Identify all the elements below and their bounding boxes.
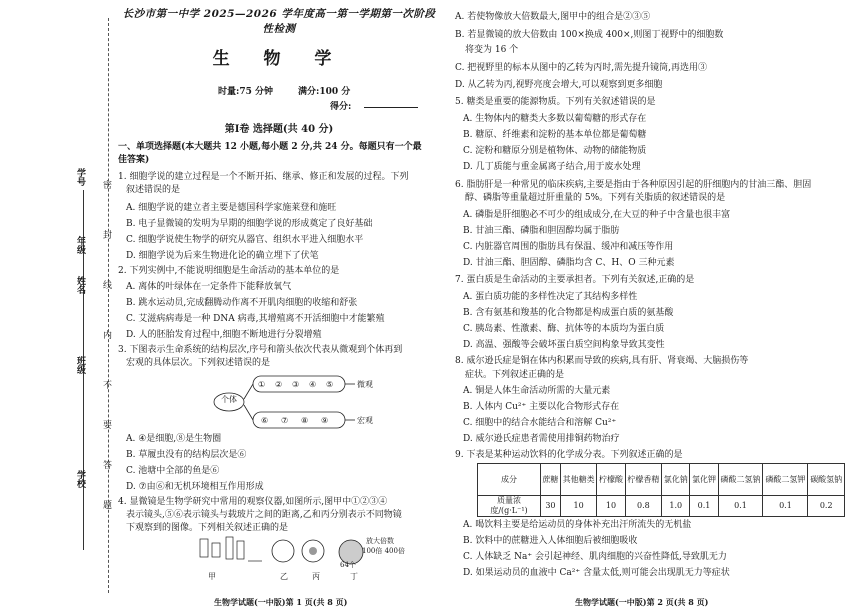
q3-option-d: D. ⑦由⑥和无机环境相互作用形成 bbox=[126, 482, 264, 492]
q2-option-c: C. 艾滋病病毒是一种 DNA 病毒,其增殖离不开活细胞中才能繁殖 bbox=[126, 314, 385, 324]
binding-margin bbox=[0, 0, 118, 612]
binding-mark: 封 bbox=[101, 230, 111, 239]
table-cell: 0.2 bbox=[808, 496, 845, 517]
school-title: 长沙市第一中学 2025—2026 学年度高一第一学期第一次阶段性检测 bbox=[122, 8, 436, 35]
table-cell: 0.8 bbox=[625, 496, 662, 517]
page-footer: 生物学试题(一中版)第 1 页(共 8 页) bbox=[214, 597, 348, 607]
diagram-node: ③ bbox=[292, 380, 300, 389]
q7-option-b: B. 含有氨基和羧基的化合物都是构成蛋白质的氨基酸 bbox=[463, 308, 674, 318]
diagram-node: ⑦ bbox=[281, 416, 289, 425]
binding-mark: 密 bbox=[101, 180, 111, 189]
diagram-micro-label: 微观 bbox=[357, 380, 373, 389]
q5-option-c: C. 淀粉和糖原分别是植物体、动物的储能物质 bbox=[463, 146, 647, 156]
q1-option-d: D. 细胞学说为后来生物进化论的确立埋下了伏笔 bbox=[126, 251, 319, 261]
q4-option-d: D. 从乙转为丙,视野亮度会增大,可以观察到更多细胞 bbox=[455, 80, 663, 90]
table-header-cell: 磷酸二氢钾 bbox=[763, 464, 808, 496]
subject-title: 生 物 学 bbox=[212, 49, 346, 69]
q1-option-b: B. 电子显微镜的发明为早期的细胞学说的形成奠定了良好基础 bbox=[126, 219, 373, 229]
q8-option-a: A. 铜是人体生命活动所需的大量元素 bbox=[463, 386, 611, 396]
q5-option-b: B. 糖原、纤维素和淀粉的基本单位都是葡萄糖 bbox=[463, 130, 647, 140]
q2-option-b: B. 跳水运动员,完成翻腾动作离不开肌肉细胞的收缩和舒张 bbox=[126, 298, 358, 308]
q9-stem: 9. 下表是某种运动饮料的化学成分表。下列叙述正确的是 bbox=[455, 450, 683, 460]
page-footer: 生物学试题(一中版)第 2 页(共 8 页) bbox=[575, 597, 709, 607]
q2-stem: 2. 下列实例中,不能说明细胞是生命活动的基本单位的是 bbox=[118, 266, 340, 276]
table-header-cell: 蔗糖 bbox=[541, 464, 561, 496]
q1-stem: 叙述错误的是 bbox=[126, 185, 181, 195]
q8-stem: 8. 威尔逊氏症是铜在体内积累而导致的疾病,具有肝、肾衰竭、大脑损伤等 bbox=[455, 356, 749, 366]
exam-time: 时量:75 分钟 bbox=[218, 87, 273, 97]
binding-mark: 答 bbox=[101, 460, 111, 469]
diagram-node: ② bbox=[275, 380, 283, 389]
table-cell: 10 bbox=[560, 496, 597, 517]
lens-objective-icon bbox=[226, 537, 233, 559]
binding-label-school: 学校 bbox=[75, 470, 85, 488]
q8-option-d: D. 威尔逊氏症患者需使用排铜药物治疗 bbox=[463, 434, 620, 444]
diagram-node: ④ bbox=[309, 380, 317, 389]
diagram-arrow bbox=[244, 384, 253, 399]
table-header-cell: 柠檬香精 bbox=[625, 464, 662, 496]
q3-option-c: C. 池塘中全部的鱼是⑥ bbox=[126, 466, 220, 476]
binding-label-grade: 年级 bbox=[75, 236, 85, 254]
cell-icon bbox=[309, 547, 317, 555]
table-cell: 1.0 bbox=[662, 496, 690, 517]
score-label: 得分: bbox=[330, 102, 352, 112]
table-row-label: 质量浓度/(g·L⁻¹) bbox=[478, 496, 541, 517]
table-header-cell: 柠檬酸 bbox=[597, 464, 625, 496]
diagram-node: ⑨ bbox=[321, 416, 329, 425]
table-header-cell: 其他糖类 bbox=[560, 464, 597, 496]
q4-option-c: C. 把视野里的标本从图中的乙转为丙时,需先提升镜筒,再选用③ bbox=[455, 63, 708, 73]
q4-stem: 4. 显微镜是生物学研究中常用的观察仪器,如图所示,图甲中①②③④ bbox=[118, 497, 388, 507]
table-cell: 10 bbox=[597, 496, 625, 517]
diagram-macro-label: 宏观 bbox=[357, 416, 373, 425]
binding-mark: 要 bbox=[101, 420, 111, 429]
diagram-node: ⑥ bbox=[261, 416, 269, 425]
q6-option-d: D. 甘油三酯、胆固醇、磷脂均含 C、H、O 三种元素 bbox=[463, 258, 675, 268]
table-cell: 0.1 bbox=[690, 496, 718, 517]
score-blank bbox=[364, 107, 418, 108]
table-cell: 0.1 bbox=[763, 496, 808, 517]
q6-stem: 6. 脂肪肝是一种常见的临床疾病,主要是指由于各种原因引起的肝细胞内的甘油三酯、胆固 bbox=[455, 180, 812, 190]
table-header-row bbox=[478, 464, 845, 496]
binding-mark: 不 bbox=[101, 380, 111, 389]
lens-eyepiece-icon bbox=[200, 539, 208, 557]
binding-label-class: 班级 bbox=[75, 356, 85, 374]
section-title: 第Ⅰ卷 选择题(共 40 分) bbox=[224, 124, 334, 135]
binding-mark: 线 bbox=[101, 280, 111, 289]
q4-option-a: A. 若使物像放大倍数最大,图甲中的组合是②③⑤ bbox=[455, 12, 651, 22]
fig-label: 甲 bbox=[208, 572, 216, 581]
q8-option-c: C. 细胞中的结合水能结合和溶解 Cu²⁺ bbox=[463, 418, 617, 428]
q6-option-a: A. 磷脂是肝细胞必不可少的组成成分,在大豆的种子中含量也很丰富 bbox=[463, 210, 731, 220]
q4-stem: 下观察到的图像。下列相关叙述正确的是 bbox=[126, 523, 289, 533]
binding-label-name: 姓名 bbox=[75, 276, 85, 294]
q1-option-c: C. 细胞学说使生物学的研究从器官、组织水平进入细胞水平 bbox=[126, 235, 364, 245]
q8-option-b: B. 人体内 Cu²⁺ 主要以化合物形式存在 bbox=[463, 402, 620, 412]
instruction-line: 一、单项选择题(本大题共 12 小题,每小题 2 分,共 24 分。每题只有一个最 bbox=[118, 142, 422, 152]
q7-option-c: C. 胰岛素、性激素、酶、抗体等的本质均为蛋白质 bbox=[463, 324, 665, 334]
view-circle-icon bbox=[272, 540, 294, 562]
cell-count: 64个 bbox=[340, 561, 356, 569]
binding-mark: 内 bbox=[101, 330, 111, 339]
table-header-cell: 碳酸氢钠 bbox=[808, 464, 845, 496]
diagram-node: ⑧ bbox=[301, 416, 309, 425]
fig-label: 丁 bbox=[350, 572, 358, 581]
q9-option-c: C. 人体缺乏 Na⁺ 会引起神经、肌肉细胞的兴奋性降低,导致肌无力 bbox=[463, 552, 727, 562]
diagram-node: ⑤ bbox=[326, 380, 334, 389]
table-cell: 30 bbox=[541, 496, 561, 517]
q1-option-a: A. 细胞学说的建立者主要是德国科学家施莱登和施旺 bbox=[126, 203, 337, 213]
q5-option-a: A. 生物体内的糖类大多数以葡萄糖的形式存在 bbox=[463, 114, 647, 124]
q9-option-b: B. 饮料中的蔗糖进入人体细胞后被细胞吸收 bbox=[463, 536, 638, 546]
binding-label-student-id: 学号 bbox=[75, 168, 85, 186]
q4-stem: 表示镜头,⑤⑥表示镜头与载玻片之间的距离,乙和丙分别表示不同物镜 bbox=[126, 510, 402, 520]
lens-eyepiece-icon bbox=[212, 543, 220, 557]
q2-option-d: D. 人的胚胎发育过程中,细胞不断地进行分裂增殖 bbox=[126, 330, 322, 340]
mag-label: 放大倍数 bbox=[366, 537, 394, 545]
q2-option-a: A. 离体的叶绿体在一定条件下能释放氧气 bbox=[126, 282, 292, 292]
q5-stem: 5. 糖类是重要的能源物质。下列有关叙述错误的是 bbox=[455, 97, 656, 107]
binding-mark: 题 bbox=[101, 500, 111, 509]
diagram-node: ① bbox=[258, 380, 266, 389]
q6-stem: 醇、磷脂等重量超过肝重量的 5%。下列有关脂质的叙述错误的是 bbox=[465, 193, 726, 203]
exam-total: 满分:100 分 bbox=[298, 87, 351, 97]
diagram-individual-label: 个体 bbox=[221, 395, 237, 404]
table-header-cell: 磷酸二氢钠 bbox=[718, 464, 763, 496]
table-row bbox=[478, 496, 845, 517]
q6-option-b: B. 甘油三酯、磷脂和胆固醇均属于脂肪 bbox=[463, 226, 620, 236]
q1-stem: 1. 细胞学说的建立过程是一个不断开拓、继承、修正和发展的过程。下列 bbox=[118, 172, 409, 182]
q7-option-d: D. 高温、强酸等会破坏蛋白质空间构象导致其变性 bbox=[463, 340, 665, 350]
q9-composition-table bbox=[477, 463, 845, 517]
q8-stem: 症状。下列叙述正确的是 bbox=[465, 370, 565, 380]
q7-stem: 7. 蛋白质是生命活动的主要承担者。下列有关叙述,正确的是 bbox=[455, 275, 695, 285]
q3-stem: 3. 下图表示生命系统的结构层次,序号和箭头依次代表从微观到个体再到 bbox=[118, 345, 403, 355]
q5-option-d: D. 几丁质能与重金属离子结合,用于废水处理 bbox=[463, 162, 641, 172]
q9-option-d: D. 如果运动员的血液中 Ca²⁺ 含量太低,则可能会出现肌无力等症状 bbox=[463, 568, 730, 578]
diagram-arrow bbox=[244, 405, 253, 420]
instruction-line: 佳答案) bbox=[118, 155, 150, 165]
table-header-cell: 成分 bbox=[478, 464, 541, 496]
lens-objective-icon bbox=[237, 541, 244, 559]
q3-option-b: B. 草履虫没有的结构层次是⑥ bbox=[126, 450, 247, 460]
q6-option-c: C. 内脏器官周围的脂肪具有保温、缓冲和减压等作用 bbox=[463, 242, 674, 252]
q3-stem: 宏观的具体层次。下列叙述错误的是 bbox=[126, 358, 271, 368]
q9-option-a: A. 喝饮料主要是给运动员的身体补充出汗所流失的无机盐 bbox=[463, 520, 692, 530]
fig-label: 乙 bbox=[280, 572, 288, 581]
table-header-cell: 氯化钠 bbox=[662, 464, 690, 496]
q4-option-b: B. 若显微镜的放大倍数由 100×换成 400×,则图丁视野中的细胞数 bbox=[455, 30, 724, 40]
page-1 bbox=[118, 0, 440, 612]
table-cell: 0.1 bbox=[718, 496, 763, 517]
mag-value: 100倍 400倍 bbox=[362, 547, 405, 555]
page-2 bbox=[455, 0, 855, 612]
q4-option-b: 将变为 16 个 bbox=[465, 45, 519, 55]
q7-option-a: A. 蛋白质功能的多样性决定了其结构多样性 bbox=[463, 292, 638, 302]
table-header-cell: 氯化钾 bbox=[690, 464, 718, 496]
fig-label: 丙 bbox=[312, 572, 320, 581]
q3-option-a: A. ④是细胞,⑧是生物圈 bbox=[126, 434, 222, 444]
